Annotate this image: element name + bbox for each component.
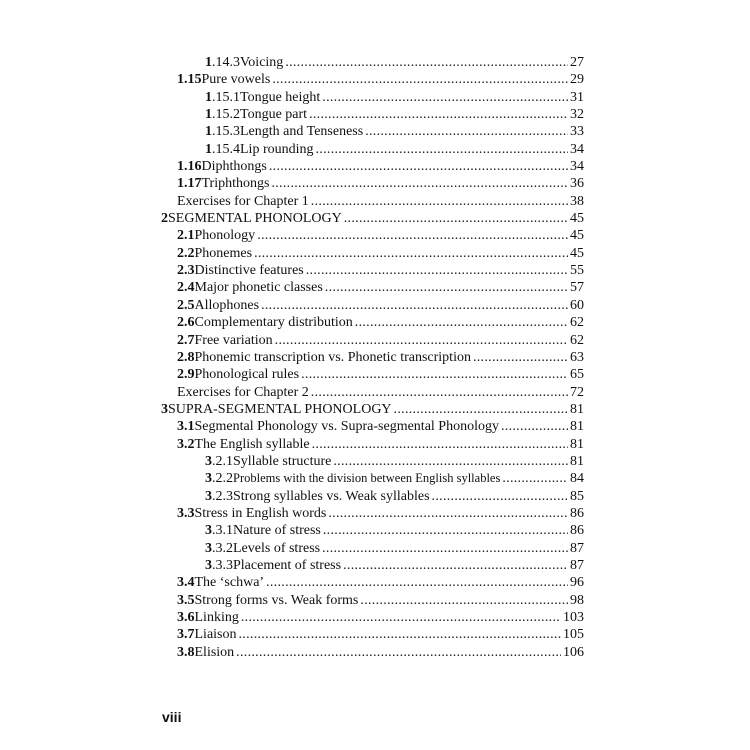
section-number-bold: 1.15 — [177, 72, 202, 88]
section-number-bold: 3.1 — [177, 419, 195, 435]
section-number-bold: 1 — [205, 89, 212, 105]
section-number-bold: 1 — [205, 124, 212, 140]
section-number-rest: .15.4 — [212, 141, 240, 157]
entry-title: Tongue part — [240, 107, 308, 123]
dot-leader — [328, 505, 568, 522]
toc-entry[interactable] — [161, 401, 584, 418]
section-number-bold: 3 — [205, 488, 212, 504]
entry-title: Voicing — [240, 55, 284, 70]
entry-page: 32 — [570, 107, 584, 123]
section-number-rest: .3.3 — [212, 557, 233, 573]
dot-leader — [271, 175, 568, 192]
entry-title: Phonemes — [194, 245, 253, 261]
entry-title: Phonemic transcription vs. Phonetic transcription — [194, 349, 471, 365]
dot-leader — [257, 227, 568, 244]
entry-title: Placement of stress — [233, 557, 342, 573]
dot-leader — [239, 626, 562, 643]
toc-entry[interactable] — [161, 488, 584, 505]
entry-title: Levels of stress — [233, 540, 321, 556]
table-of-contents — [161, 54, 584, 661]
entry-page: 86 — [570, 523, 584, 539]
toc-entry[interactable] — [161, 106, 584, 123]
entry-title: Lip rounding — [240, 141, 314, 157]
entry-page: 29 — [570, 72, 584, 88]
toc-entry[interactable] — [161, 210, 584, 227]
toc-entry[interactable] — [161, 384, 584, 401]
entry-page: 81 — [570, 419, 584, 435]
entry-title: Length and Tenseness — [240, 124, 364, 140]
toc-entry[interactable] — [161, 193, 584, 210]
toc-entry[interactable] — [161, 297, 584, 314]
dot-leader — [325, 279, 568, 296]
toc-entry[interactable] — [161, 54, 584, 71]
dot-leader — [261, 297, 568, 314]
entry-title: Phonology — [194, 228, 256, 244]
entry-title: Tongue height — [240, 89, 321, 105]
section-number-bold: 2.1 — [177, 228, 195, 244]
toc-entry[interactable] — [161, 592, 584, 609]
toc-entry[interactable] — [161, 123, 584, 140]
dot-leader — [309, 106, 568, 123]
dot-leader — [344, 210, 568, 227]
entry-title: Syllable structure — [233, 453, 332, 469]
toc-entry[interactable] — [161, 314, 584, 331]
entry-page: 34 — [570, 159, 584, 175]
entry-page: 85 — [570, 488, 584, 504]
section-number-bold: 2.4 — [177, 280, 195, 296]
entry-title: Elision — [194, 644, 235, 660]
section-number-rest: .15.1 — [212, 89, 240, 105]
entry-page: 31 — [570, 89, 584, 105]
entry-title: Allophones — [194, 297, 260, 313]
section-number-bold: 3.8 — [177, 644, 195, 660]
section-number-bold: 3.6 — [177, 610, 195, 625]
dot-leader — [322, 89, 568, 106]
page-number: viii — [162, 709, 182, 725]
dot-leader — [301, 366, 568, 383]
entry-title: The ‘schwa’ — [194, 575, 265, 591]
entry-title: Exercises for Chapter 1 — [177, 193, 309, 209]
entry-title: Free variation — [194, 332, 273, 348]
toc-entry[interactable] — [161, 89, 584, 106]
toc-entry[interactable] — [161, 71, 584, 88]
dot-leader — [306, 262, 568, 279]
dot-leader — [343, 557, 568, 574]
section-number-bold: 2.6 — [177, 315, 195, 331]
section-number-rest: .2.1 — [212, 453, 233, 469]
dot-leader — [501, 418, 568, 435]
section-number-bold: 3 — [161, 401, 168, 417]
entry-page: 57 — [570, 280, 584, 296]
entry-page: 103 — [563, 610, 584, 625]
dot-leader — [254, 245, 568, 262]
entry-page: 36 — [570, 176, 584, 192]
dot-leader — [266, 574, 568, 591]
entry-page: 81 — [570, 401, 584, 417]
entry-page: 45 — [570, 211, 584, 227]
section-number-bold: 3 — [205, 540, 212, 556]
toc-entry[interactable] — [161, 557, 584, 574]
entry-title: Strong syllables vs. Weak syllables — [233, 488, 430, 504]
section-number-rest: .2.3 — [212, 488, 233, 504]
toc-entry[interactable] — [161, 470, 584, 487]
entry-page: 33 — [570, 124, 584, 140]
entry-page: 86 — [570, 505, 584, 521]
dot-leader — [316, 141, 569, 158]
section-number-rest: .14.3 — [212, 55, 240, 70]
section-number-bold: 2.7 — [177, 332, 195, 348]
section-number-bold: 2.5 — [177, 297, 195, 313]
toc-entry[interactable] — [161, 175, 584, 192]
section-number-bold: 3 — [205, 523, 212, 539]
entry-page: 45 — [570, 228, 584, 244]
section-number-bold: 3 — [205, 471, 212, 487]
entry-page: 87 — [570, 540, 584, 556]
entry-page: 34 — [570, 141, 584, 157]
section-number-bold: 1 — [205, 55, 212, 70]
entry-page: 60 — [570, 297, 584, 313]
toc-entry[interactable] — [161, 609, 584, 626]
section-number-rest: .2.2 — [212, 471, 233, 487]
entry-title: Diphthongs — [201, 159, 267, 175]
dot-leader — [473, 349, 568, 366]
entry-title: Complementary distribution — [194, 315, 353, 331]
section-number-bold: 3.3 — [177, 505, 195, 521]
section-number-bold: 3.5 — [177, 592, 195, 608]
dot-leader — [355, 314, 568, 331]
entry-page: 96 — [570, 575, 584, 591]
toc-entry[interactable] — [161, 626, 584, 643]
entry-page: 84 — [570, 471, 584, 487]
dot-leader — [285, 54, 568, 71]
entry-title: Triphthongs — [201, 176, 270, 192]
entry-title: SEGMENTAL PHONOLOGY — [168, 211, 342, 227]
dot-leader — [236, 644, 561, 661]
dot-leader — [502, 470, 568, 487]
entry-page: 106 — [563, 644, 584, 660]
toc-entry[interactable] — [161, 349, 584, 366]
section-number-bold: 3.7 — [177, 627, 195, 643]
section-number-rest: .15.2 — [212, 107, 240, 123]
entry-title: Strong forms vs. Weak forms — [194, 592, 359, 608]
toc-entry[interactable] — [161, 453, 584, 470]
dot-leader — [360, 592, 568, 609]
entry-page: 81 — [570, 453, 584, 469]
toc-entry[interactable] — [161, 141, 584, 158]
section-number-bold: 2.2 — [177, 245, 195, 261]
entry-page: 62 — [570, 332, 584, 348]
entry-page: 81 — [570, 436, 584, 452]
toc-entry[interactable] — [161, 227, 584, 244]
dot-leader — [322, 540, 568, 557]
section-number-bold: 3 — [205, 453, 212, 469]
section-number-rest: .3.2 — [212, 540, 233, 556]
toc-entry[interactable] — [161, 279, 584, 296]
entry-title: Pure vowels — [201, 72, 271, 88]
entry-page: 62 — [570, 315, 584, 331]
entry-page: 87 — [570, 557, 584, 573]
entry-title: Phonological rules — [194, 367, 300, 383]
dot-leader — [311, 193, 568, 210]
toc-entry[interactable] — [161, 540, 584, 557]
dot-leader — [394, 401, 568, 418]
dot-leader — [269, 158, 568, 175]
section-number-bold: 3.2 — [177, 436, 195, 452]
entry-page: 98 — [570, 592, 584, 608]
section-number-bold: 1 — [205, 107, 212, 123]
entry-title: SUPRA-SEGMENTAL PHONOLOGY — [168, 401, 392, 417]
entry-page: 38 — [570, 193, 584, 209]
dot-leader — [275, 332, 568, 349]
entry-page: 27 — [570, 55, 584, 70]
section-number-bold: 2 — [161, 211, 168, 227]
entry-page: 45 — [570, 245, 584, 261]
dot-leader — [432, 488, 568, 505]
section-number-bold: 1.16 — [177, 159, 202, 175]
section-number-rest: .15.3 — [212, 124, 240, 140]
toc-entry[interactable] — [161, 522, 584, 539]
entry-page: 55 — [570, 263, 584, 279]
dot-leader — [365, 123, 568, 140]
entry-title: Linking — [194, 610, 239, 625]
toc-entry[interactable] — [161, 158, 584, 175]
entry-title: Distinctive features — [194, 263, 304, 279]
toc-entry[interactable] — [161, 644, 584, 661]
entry-title: Nature of stress — [233, 523, 321, 539]
entry-title: Stress in English words — [194, 505, 327, 521]
section-number-rest: .3.1 — [212, 523, 233, 539]
toc-entry[interactable] — [161, 332, 584, 349]
entry-page: 63 — [570, 349, 584, 365]
toc-entry[interactable] — [161, 574, 584, 591]
entry-page: 105 — [563, 627, 584, 643]
entry-title: Segmental Phonology vs. Supra-segmental Phonology — [194, 419, 499, 435]
dot-leader — [311, 384, 568, 401]
section-number-bold: 3.4 — [177, 575, 195, 591]
entry-title: Problems with the division between English syllables — [233, 471, 501, 486]
dot-leader — [312, 436, 568, 453]
dot-leader — [272, 71, 568, 88]
entry-title: Liaison — [194, 627, 237, 643]
toc-entry[interactable] — [161, 262, 584, 279]
toc-entry[interactable] — [161, 436, 584, 453]
dot-leader — [333, 453, 568, 470]
section-number-bold: 2.9 — [177, 367, 195, 383]
section-number-bold: 1 — [205, 141, 212, 157]
toc-entry[interactable] — [161, 505, 584, 522]
section-number-bold: 2.3 — [177, 263, 195, 279]
section-number-bold: 3 — [205, 557, 212, 573]
entry-page: 65 — [570, 367, 584, 383]
toc-entry[interactable] — [161, 366, 584, 383]
entry-page: 72 — [570, 384, 584, 400]
section-number-bold: 2.8 — [177, 349, 195, 365]
entry-title: Exercises for Chapter 2 — [177, 384, 309, 400]
dot-leader — [323, 522, 568, 539]
toc-entry[interactable] — [161, 245, 584, 262]
section-number-bold: 1.17 — [177, 176, 202, 192]
toc-entry[interactable] — [161, 418, 584, 435]
entry-title: Major phonetic classes — [194, 280, 323, 296]
entry-title: The English syllable — [194, 436, 310, 452]
dot-leader — [241, 609, 561, 626]
